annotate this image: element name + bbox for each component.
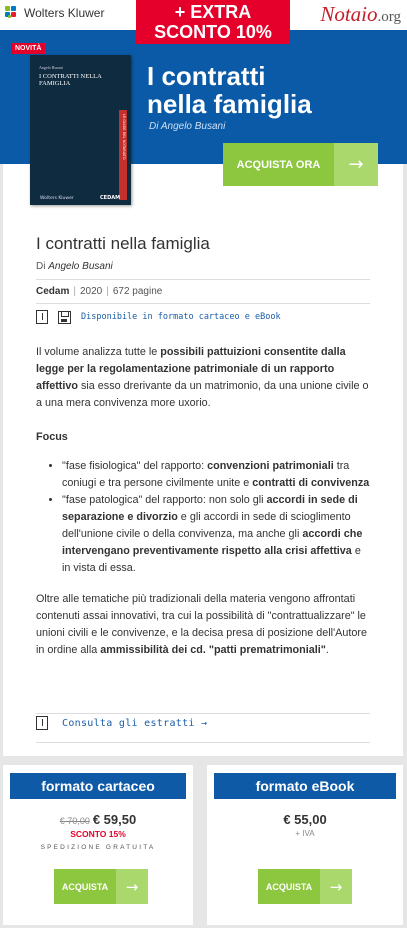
- divider: [36, 742, 370, 743]
- book-cover: [30, 55, 131, 205]
- text-bold: accordi in sede di separazione e divorzio: [62, 494, 358, 523]
- arrow-right-icon: →: [334, 143, 378, 186]
- list-item: [62, 492, 372, 577]
- shipping-label: SPEDIZIONE GRATUITA: [40, 844, 156, 851]
- year: 2020: [79, 286, 103, 297]
- buy-ebook-button[interactable]: [258, 869, 352, 904]
- cover-spine-text: LE GUIDE DEL NOTARIATO: [122, 114, 126, 160]
- divider: [36, 713, 370, 714]
- text-bold: ammissibilità dei cd. "patti prematrimoniali": [100, 644, 326, 656]
- text: e in vista di essa.: [62, 545, 361, 574]
- book-icon: [36, 716, 48, 730]
- text-bold: accordi che intervengano preventivamente rispetto alla crisi affettiva: [62, 528, 363, 557]
- arrow-right-icon: →: [320, 869, 352, 904]
- notaio-logo[interactable]: [320, 2, 401, 27]
- consult-excerpts-label: Consulta gli estratti →: [62, 717, 208, 729]
- ebook-icon: [58, 311, 71, 324]
- text: "fase fisiologica" del rapporto:: [62, 460, 208, 472]
- print-offer-heading: formato cartaceo: [10, 773, 186, 799]
- ebook-price-line: [207, 811, 403, 829]
- buy-now-label: ACQUISTA ORA: [223, 143, 334, 186]
- price: € 59,50: [92, 812, 137, 827]
- description: [36, 344, 372, 676]
- buy-label: ACQUISTA: [54, 869, 116, 904]
- arrow-right-icon: →: [116, 869, 148, 904]
- cover-title: I CONTRATTI NELLA FAMIGLIA: [39, 73, 102, 87]
- site-name: Notaio: [320, 2, 378, 26]
- hero-author: Di Angelo Busani: [149, 121, 226, 132]
- meta-separator: |: [73, 286, 76, 297]
- text-bold: convenzioni patrimoniali: [207, 460, 334, 472]
- brand-name: Wolters Kluwer: [24, 6, 105, 20]
- description-paragraph: [36, 344, 372, 412]
- cover-publisher: Wolters Kluwer: [40, 196, 74, 201]
- promo-line-2: SCONTO 10%: [154, 22, 272, 42]
- discount-label: SCONTO 15%: [70, 829, 126, 839]
- text: "fase patologica" del rapporto: non solo gli: [62, 494, 267, 506]
- text: tra coniugi e tra persone civilmente unite e: [62, 460, 350, 489]
- buy-now-button[interactable]: [223, 143, 378, 186]
- wolters-kluwer-mark-icon: [5, 6, 19, 20]
- promo-line-1: + EXTRA: [174, 2, 252, 22]
- text: .: [325, 644, 329, 656]
- wolters-kluwer-logo[interactable]: [5, 6, 104, 20]
- text-bold: contratti di convivenza: [252, 477, 370, 489]
- focus-list: [36, 458, 372, 577]
- pages: 672 pagine: [112, 286, 163, 297]
- cover-author: Angelo Busani: [39, 65, 63, 70]
- cover-spine: [119, 110, 127, 200]
- formats-text: Disponibile in formato cartaceo e eBook: [81, 312, 281, 322]
- text: Il volume analizza tutte le: [36, 346, 161, 358]
- promo-banner: [136, 0, 290, 44]
- cover-imprint: CEDAM: [100, 195, 121, 201]
- product-title: I contratti nella famiglia: [36, 234, 210, 253]
- product-meta: [36, 286, 162, 297]
- old-price: € 70,00: [59, 816, 90, 826]
- by-prefix: Di: [36, 261, 46, 272]
- text-bold: possibili pattuizioni consentite dalla legge per la regolamentazione patrimoniale di un rapporto affettivo: [36, 346, 346, 392]
- description-paragraph: [36, 591, 372, 659]
- text: sia esso drerivante da un matrimonio, da una unione civile o a una mera convivenza more uxorio.: [36, 380, 369, 409]
- author-name: Angelo Busani: [48, 261, 113, 272]
- new-badge: NOVITÀ: [11, 43, 45, 54]
- focus-heading: Focus: [36, 431, 68, 443]
- text: e gli accordi in sede di scioglimento dell'unione civile o della convivenza, ma anche gli: [62, 511, 351, 540]
- product-author: [36, 261, 113, 272]
- divider: [36, 303, 370, 304]
- divider: [36, 279, 370, 280]
- site-tld: .org: [377, 9, 401, 25]
- hero-title-line-2: nella famiglia: [147, 89, 312, 119]
- ebook-offer-heading: formato eBook: [214, 773, 396, 799]
- buy-print-button[interactable]: [54, 869, 148, 904]
- buy-label: ACQUISTA: [258, 869, 320, 904]
- hero-title: [147, 62, 312, 118]
- formats-row: [36, 310, 281, 324]
- book-icon: [36, 310, 48, 324]
- list-item: [62, 458, 372, 492]
- consult-excerpts-link[interactable]: [36, 716, 207, 730]
- price: € 55,00: [283, 812, 327, 827]
- print-price-line: [3, 811, 193, 829]
- hero-title-line-1: I contratti: [147, 61, 266, 91]
- vat-label: + IVA: [295, 829, 315, 838]
- meta-separator: |: [106, 286, 109, 297]
- text: Oltre alle tematiche più tradizionali della materia vengono affrontati contenuti assai innovativi, tra cui la possibilità di "contrattualizzare" le unioni civili e le convivenze, e la decisa presa di posizione dell'Autore in ordine alla: [36, 593, 367, 656]
- publisher: Cedam: [36, 286, 70, 297]
